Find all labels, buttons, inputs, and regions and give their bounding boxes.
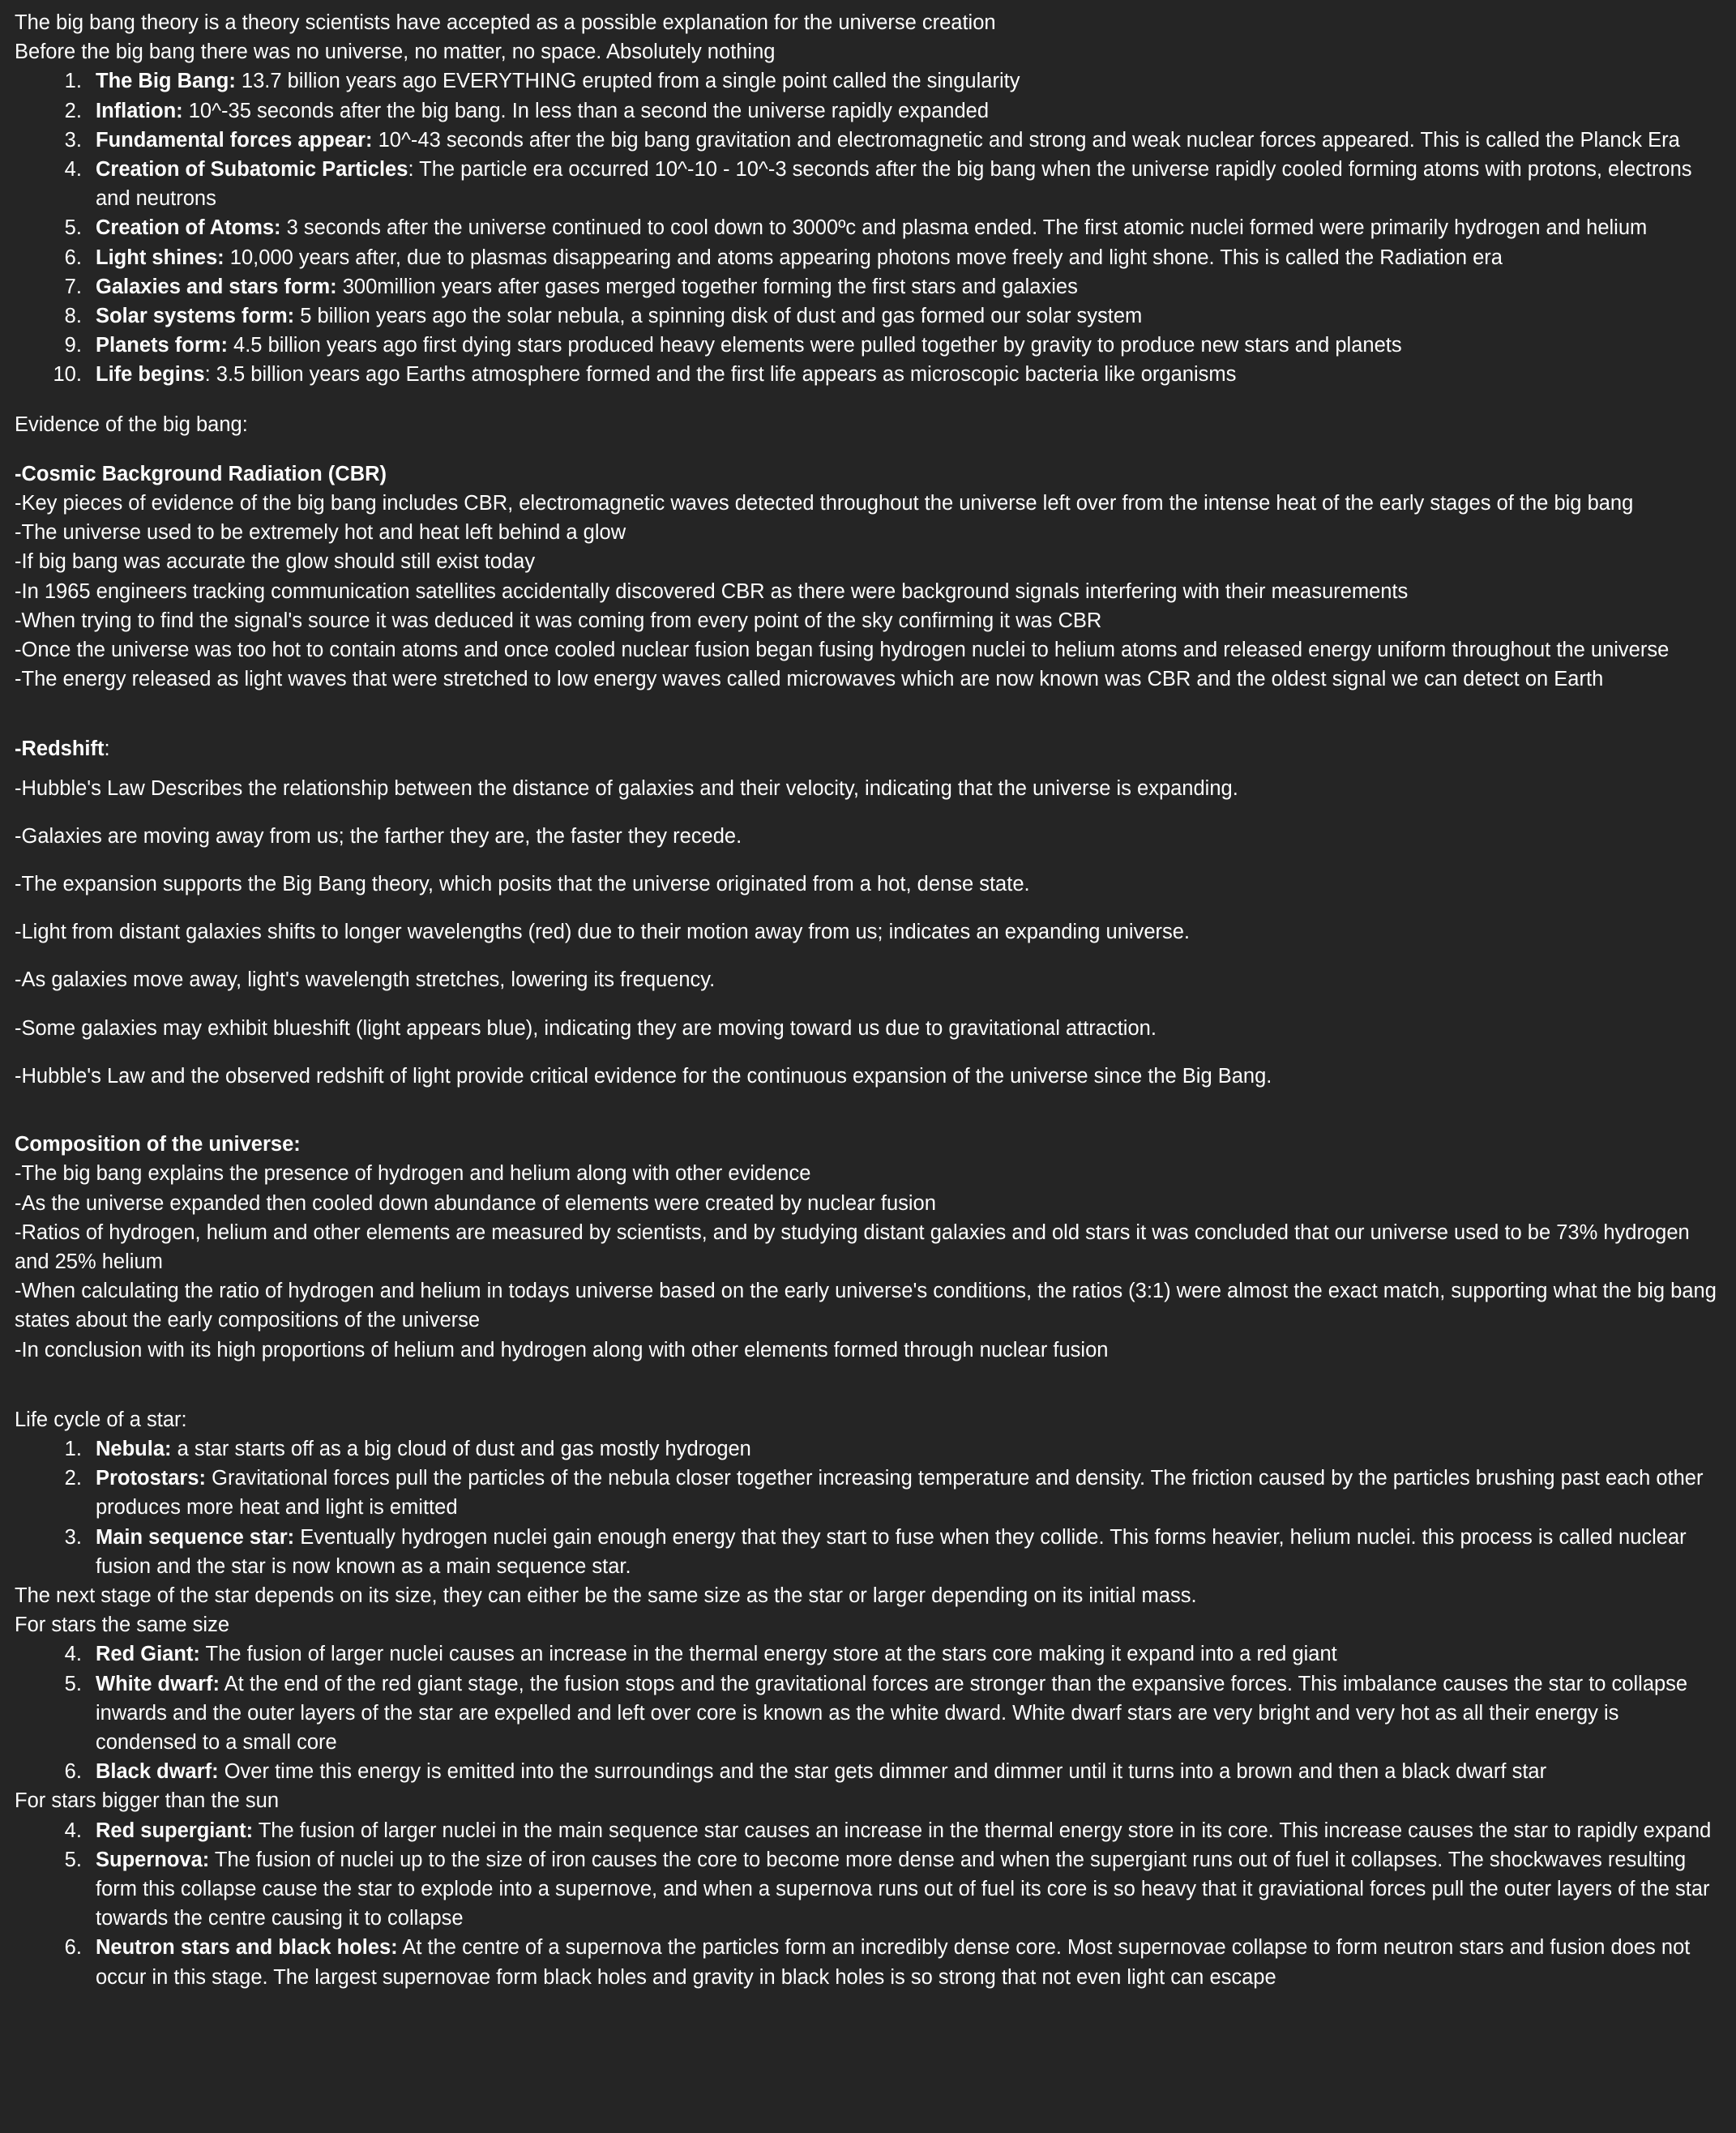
body-line: -Light from distant galaxies shifts to longer wavelengths (red) due to their motion away from us; indicates an expanding universe. [15,921,1191,944]
list-item [88,66,1721,96]
body-line: -Galaxies are moving away from us; the farther they are, the faster they recede. [15,824,742,848]
body-line: -Hubble's Law Describes the relationship between the distance of galaxies and their velocity, indicating that the universe is expanding. [15,776,1238,800]
body-line: -Some galaxies may exhibit blueshift (light appears blue), indicating they are moving toward us due to gravitational attraction. [15,1016,1157,1040]
spacer [15,439,1721,460]
list-item-term: Planets form: [96,334,228,357]
list-item [88,96,1721,126]
list-item-text: Over time this energy is emitted into the surroundings and the star gets dimmer and dimmer until it turns into a brown and then a black dwarf star [218,1760,1547,1784]
list-item [88,1669,1721,1758]
list-item-term: White dwarf: [96,1672,220,1695]
star-mid-line: The next stage of the star depends on its size, they can either be the same size as the star or larger depending on its initial mass. [15,1584,1197,1607]
list-item-text: 3 seconds after the universe continued to cool down to 3000ºc and plasma ended. The first atomic nuclei formed were primarily hydrogen and helium [280,216,1648,240]
body-line: -When trying to find the signal's source it was deduced it was coming from every point of the sky confirming it was CBR [15,609,1102,632]
intro-line: The big bang theory is a theory scientists have accepted as a possible explanation for the universe creation [15,11,996,34]
list-item-text: Eventually hydrogen nuclei gain enough energy that they start to fuse when they collide. This forms heavier, helium nuclei. this process is called nuclear fusion and the star is now known as a main sequence star. [96,1525,1687,1578]
list-item [88,1757,1721,1786]
bigbang-steps-list [15,66,1721,389]
body-line: -The expansion supports the Big Bang theory, which posits that the universe originated from a hot, dense state. [15,873,1030,896]
body-line: -If big bang was accurate the glow should still exist today [15,550,536,574]
list-item-term: Supernova: [96,1848,210,1871]
body-line: -The universe used to be extremely hot and heat left behind a glow [15,521,626,545]
body-line: -Key pieces of evidence of the big bang includes CBR, electromagnetic waves detected throughout the universe left over from the intense heat of the early stages of the big bang [15,492,1634,515]
body-line: -Hubble's Law and the observed redshift of light provide critical evidence for the continuous expansion of the universe since the Big Bang. [15,1064,1272,1088]
list-item-term: Red Giant: [96,1643,200,1666]
list-item [88,1816,1721,1845]
list-item [88,1639,1721,1669]
list-item-text: The fusion of nuclei up to the size of iron causes the core to become more dense and when the supergiant runs out of fuel it collapses. The shockwaves resulting form this collapse cause the star to explode into a supernove, and when a supernova runs out of fuel its core is so heavy that it graviational forces pull the outer layers of the star towards the centre causing it to collapse [96,1848,1710,1930]
list-item-term: Solar systems form: [96,305,295,328]
composition-lines [15,1159,1721,1364]
list-item-term: Fundamental forces appear: [96,128,373,152]
star-steps-list-1 [15,1434,1721,1581]
list-item-term: Creation of Subatomic Particles [96,158,408,182]
redshift-lines [15,774,1721,1091]
list-item-term: Nebula: [96,1437,172,1460]
star-mid-line: For stars bigger than the sun [15,1789,280,1813]
spacer [15,390,1721,410]
body-line: -As galaxies move away, light's wavelength stretches, lowering its frequency. [15,968,716,992]
cbr-lines [15,489,1721,694]
intro-line: Before the big bang there was no universe, no matter, no space. Absolutely nothing [15,41,776,64]
body-line: -Ratios of hydrogen, helium and other elements are measured by scientists, and by studying distant galaxies and old stars it was concluded that our universe used to be 73% hydrogen and 25% helium [15,1220,1690,1273]
list-item-text: Gravitational forces pull the particles of the nebula closer together increasing temperature and density. The friction caused by the particles brushing past each other produces more heat and light is emitted [96,1467,1704,1520]
body-line: -The energy released as light waves that were stretched to low energy waves called microwaves which are now known was CBR and the oldest signal we can detect on Earth [15,668,1604,691]
list-item-text: At the centre of a supernova the particles form an incredibly dense core. Most supernovae collapse to form neutron stars and fusion does not occur in this stage. The largest supernovae form black holes and gravity in black holes is so strong that not even light can escape [96,1936,1691,1989]
list-item-text: 4.5 billion years ago first dying stars produced heavy elements were pulled together by gravity to produce new stars and planets [227,334,1402,357]
list-item-text: 10^-43 seconds after the big bang gravitation and electromagnetic and strong and weak nuclear forces appeared. This is called the Planck Era [372,128,1680,152]
cbr-heading: -Cosmic Background Radiation (CBR) [15,462,387,485]
star-steps-list-2 [15,1639,1721,1786]
list-item [88,155,1721,213]
list-item [88,1464,1721,1522]
body-line: -Once the universe was too hot to contain atoms and once cooled nuclear fusion began fusing hydrogen nuclei to helium atoms and released energy uniform throughout the universe [15,639,1670,662]
spacer [15,764,1721,774]
list-item-text: 5 billion years ago the solar nebula, a spinning disk of dust and gas formed our solar system [294,305,1143,328]
body-line: -The big bang explains the presence of hydrogen and helium along with other evidence [15,1162,811,1186]
list-item-term: Creation of Atoms: [96,216,281,240]
list-item-term: The Big Bang: [96,70,236,93]
spacer [15,694,1721,734]
list-item-text: 10,000 years after, due to plasmas disappearing and atoms appearing photons move freely and light shone. This is called the Radiation era [224,246,1503,269]
list-item-text: 13.7 billion years ago EVERYTHING erupted from a single point called the singularity [235,70,1020,93]
list-item-text: : 3.5 billion years ago Earths atmosphere formed and the first life appears as microscopic bacteria like organisms [204,363,1237,387]
list-item-text: The fusion of larger nuclei in the main sequence star causes an increase in the thermal energy store in its core. This increase causes the star to rapidly expand [253,1819,1712,1842]
list-item-text: 10^-35 seconds after the big bang. In less than a second the universe rapidly expanded [182,99,990,122]
list-item-term: Galaxies and stars form: [96,275,337,298]
list-item [88,360,1721,389]
evidence-heading: Evidence of the big bang: [15,412,248,436]
list-item-text: At the end of the red giant stage, the fusion stops and the gravitational forces are stronger than the expansive forces. This imbalance causes the star to collapse inwards and the outer layers of the star are expelled and left over core is known as the white dward. White dwarf stars are very bright and very hot as all their energy is condensed to a small core [96,1672,1688,1754]
list-item-term: Inflation: [96,99,183,122]
body-line: -When calculating the ratio of hydrogen and helium in todays universe based on the early universe's conditions, the ratios (3:1) were almost the exact match, supporting what the big bang states about the early compositions of the universe [15,1280,1717,1332]
star-heading: Life cycle of a star: [15,1408,187,1431]
list-item-term: Main sequence star: [96,1525,295,1549]
list-item [88,301,1721,331]
composition-heading: Composition of the universe: [15,1133,301,1156]
list-item [88,1523,1721,1581]
star-steps-list-3 [15,1816,1721,1992]
star-mid-line: For stars the same size [15,1614,229,1637]
list-item-text: The fusion of larger nuclei causes an increase in the thermal energy store at the stars core making it expand into a red giant [199,1643,1337,1666]
list-item [88,213,1721,242]
redshift-heading-rest: : [104,737,110,761]
list-item-text: : The particle era occurred 10^-10 - 10^-3 seconds after the big bang when the universe rapidly cooled forming atoms with protons, electrons and neutrons [96,158,1692,211]
list-item-term: Black dwarf: [96,1760,219,1784]
body-line: -As the universe expanded then cooled down abundance of elements were created by nuclear fusion [15,1191,936,1215]
list-item-term: Neutron stars and black holes: [96,1936,398,1960]
redshift-heading-bold: -Redshift [15,737,105,761]
list-item [88,331,1721,360]
list-item [88,243,1721,272]
list-item [88,1845,1721,1934]
list-item-term: Red supergiant: [96,1819,254,1842]
list-item [88,1933,1721,1991]
redshift-heading [15,734,1721,763]
list-item-term: Light shines: [96,246,224,269]
spacer [15,1109,1721,1130]
list-item-term: Protostars: [96,1467,207,1490]
body-line: -In 1965 engineers tracking communication satellites accidentally discovered CBR as there were background signals interfering with their measurements [15,579,1409,603]
list-item-text: 300million years after gases merged together forming the first stars and galaxies [336,275,1078,298]
body-line: -In conclusion with its high proportions of helium and hydrogen along with other elements formed through nuclear fusion [15,1338,1109,1361]
list-item [88,272,1721,301]
list-item-text: a star starts off as a big cloud of dust and gas mostly hydrogen [171,1437,751,1460]
list-item [88,126,1721,155]
list-item-term: Life begins [96,363,205,387]
list-item [88,1434,1721,1464]
spacer [15,1365,1721,1405]
